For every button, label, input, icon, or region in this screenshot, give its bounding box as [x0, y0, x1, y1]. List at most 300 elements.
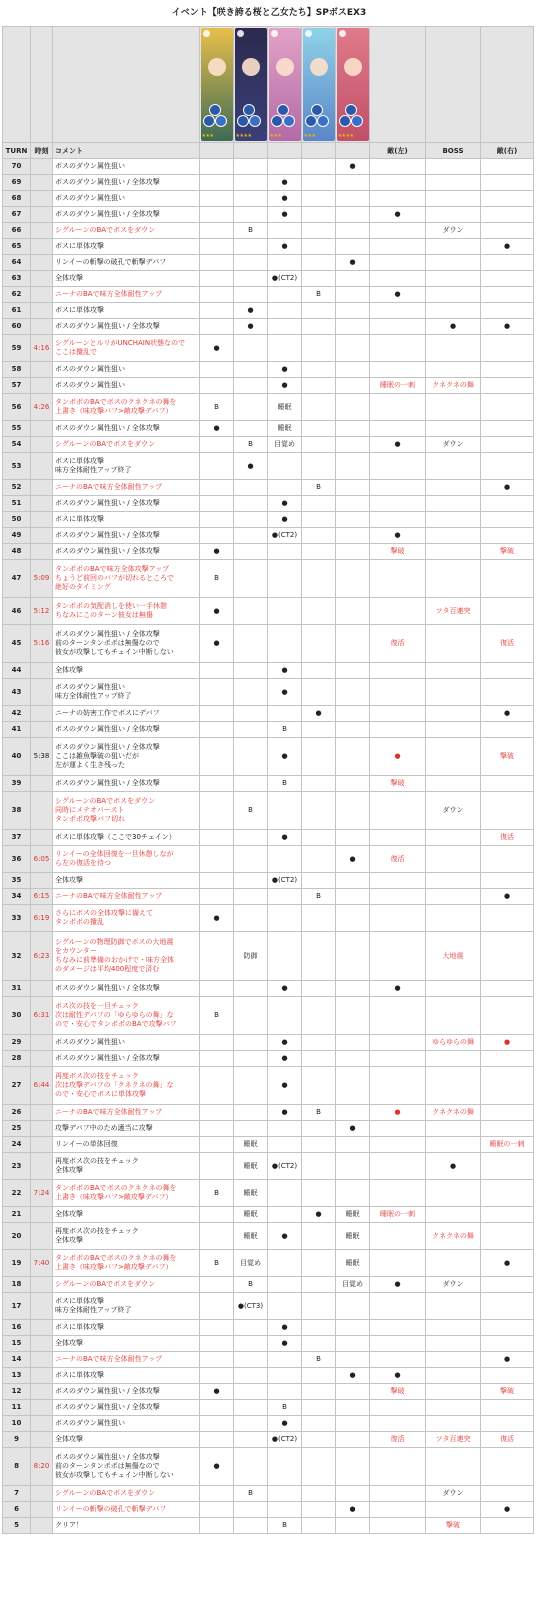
comment-cell: シグルーンの物理防御でボスの大地震 をカウンター ちなみに前準備のおかげで・味方全体 のダメージは平均400程度で済む [53, 932, 200, 981]
time-cell [31, 362, 53, 378]
boss-cell [426, 738, 481, 776]
enemy-right-cell [481, 1105, 534, 1121]
skill-icon [215, 115, 227, 127]
turn-cell: 11 [3, 1400, 31, 1416]
comment-cell: ボスのダウン属性狙い [53, 362, 200, 378]
character-action-cell [302, 1384, 336, 1400]
boss-cell [426, 1384, 481, 1400]
character-action-cell: ● [268, 1105, 302, 1121]
time-cell [31, 319, 53, 335]
table-row [3, 1035, 534, 1051]
enemy-left-cell [370, 1336, 426, 1352]
time-cell [31, 496, 53, 512]
character-action-cell [302, 1067, 336, 1105]
turn-cell: 57 [3, 378, 31, 394]
comment-cell: シグルーンのBAでボスをダウン [53, 1277, 200, 1293]
character-action-cell [234, 1035, 268, 1051]
boss-cell: ダウン [426, 1486, 481, 1502]
enemy-right-cell [481, 1448, 534, 1486]
turn-cell: 18 [3, 1277, 31, 1293]
character-header [268, 143, 302, 159]
character-action-cell [302, 335, 336, 362]
enemy-left-cell [370, 1352, 426, 1368]
table-row [3, 1051, 534, 1067]
enemy-right-cell [481, 223, 534, 239]
character-action-cell [234, 378, 268, 394]
enemy-left-cell [370, 335, 426, 362]
comment-cell: ボスに単体攻撃 [53, 303, 200, 319]
time-cell [31, 1035, 53, 1051]
enemy-right-cell [481, 722, 534, 738]
boss-header: BOSS [426, 143, 481, 159]
character-action-cell [336, 932, 370, 981]
character-action-cell: B [234, 792, 268, 830]
comment-cell: ボスのダウン属性狙い [53, 191, 200, 207]
character-action-cell [302, 1400, 336, 1416]
character-action-cell [336, 207, 370, 223]
boss-cell [426, 175, 481, 191]
character-portrait-cell [302, 27, 336, 143]
enemy-left-cell [370, 1121, 426, 1137]
turn-cell: 12 [3, 1384, 31, 1400]
character-action-cell [268, 1448, 302, 1486]
comment-cell: リンイーの斬撃の破孔で斬撃デバフ [53, 255, 200, 271]
character-action-cell [268, 223, 302, 239]
character-action-cell [200, 223, 234, 239]
turn-cell: 36 [3, 846, 31, 873]
table-row [3, 905, 534, 932]
turn-cell: 16 [3, 1320, 31, 1336]
time-cell [31, 873, 53, 889]
character-action-cell: ● [200, 598, 234, 625]
table-row [3, 932, 534, 981]
character-action-cell [234, 846, 268, 873]
character-action-cell [234, 560, 268, 598]
comment-cell: 全体攻撃 [53, 1336, 200, 1352]
character-action-cell [302, 453, 336, 480]
comment-cell: ボス次の技を一旦チェック 次は耐性デバフの「ゆらゆらの舞」な ので・安心でタンポポのBAで攻撃バフ [53, 997, 200, 1035]
character-action-cell [302, 362, 336, 378]
enemy-right-cell [481, 1368, 534, 1384]
turn-cell: 13 [3, 1368, 31, 1384]
character-action-cell [234, 722, 268, 738]
time-cell [31, 830, 53, 846]
character-action-cell [200, 873, 234, 889]
boss-cell: ダウン [426, 1277, 481, 1293]
boss-cell [426, 335, 481, 362]
battle-log-table [2, 26, 534, 1534]
character-action-cell [268, 159, 302, 175]
enemy-left-cell [370, 1035, 426, 1051]
character-action-cell [336, 792, 370, 830]
character-action-cell [234, 1432, 268, 1448]
character-action-cell [268, 846, 302, 873]
enemy-left-cell [370, 159, 426, 175]
turn-cell: 41 [3, 722, 31, 738]
character-action-cell [200, 663, 234, 679]
character-action-cell: ● [302, 706, 336, 722]
character-action-cell [234, 159, 268, 175]
turn-cell: 70 [3, 159, 31, 175]
comment-cell: 再度ボス次の技をチェック 全体攻撃 [53, 1223, 200, 1250]
header-blank [3, 27, 31, 143]
turn-cell: 39 [3, 776, 31, 792]
turn-cell: 8 [3, 1448, 31, 1486]
character-action-cell [234, 776, 268, 792]
character-action-cell [302, 544, 336, 560]
character-action-cell [234, 544, 268, 560]
enemy-left-cell: ● [370, 738, 426, 776]
comment-cell: ボスのダウン属性狙い / 全体攻撃 [53, 319, 200, 335]
character-action-cell: ● [200, 1448, 234, 1486]
turn-cell: 9 [3, 1432, 31, 1448]
character-header [302, 143, 336, 159]
table-row [3, 1352, 534, 1368]
comment-cell: 全体攻撃 [53, 271, 200, 287]
character-action-cell [336, 1051, 370, 1067]
character-action-cell [302, 528, 336, 544]
element-icon [305, 30, 312, 37]
boss-cell [426, 706, 481, 722]
character-action-cell: ●(CT2) [268, 873, 302, 889]
table-row [3, 378, 534, 394]
enemy-right-cell [481, 1067, 534, 1105]
character-action-cell [234, 1368, 268, 1384]
character-action-cell [234, 889, 268, 905]
enemy-left-cell [370, 1502, 426, 1518]
enemy-right-cell [481, 1223, 534, 1250]
table-row [3, 1400, 534, 1416]
turn-cell: 51 [3, 496, 31, 512]
turn-cell: 22 [3, 1180, 31, 1207]
enemy-left-cell [370, 873, 426, 889]
comment-cell: ボスのダウン属性狙い [53, 1416, 200, 1432]
character-action-cell [200, 1051, 234, 1067]
time-cell [31, 287, 53, 303]
enemy-left-cell [370, 679, 426, 706]
boss-cell [426, 1320, 481, 1336]
comment-cell: ボスに単体攻撃 [53, 239, 200, 255]
character-action-cell [336, 1352, 370, 1368]
character-portrait-cell [336, 27, 370, 143]
character-action-cell [302, 437, 336, 453]
table-row [3, 437, 534, 453]
comment-cell: シグルーンのBAでボスをダウン [53, 437, 200, 453]
table-row [3, 480, 534, 496]
boss-cell [426, 1137, 481, 1153]
character-action-cell [336, 496, 370, 512]
character-action-cell [302, 792, 336, 830]
character-face-icon [276, 58, 294, 76]
character-action-cell [200, 1207, 234, 1223]
table-row [3, 175, 534, 191]
enemy-left-cell: 撃破 [370, 1384, 426, 1400]
character-action-cell: B [200, 1180, 234, 1207]
table-row [3, 776, 534, 792]
character-action-cell [200, 1336, 234, 1352]
boss-cell [426, 1336, 481, 1352]
character-action-cell [234, 1105, 268, 1121]
character-action-cell: ● [268, 1067, 302, 1105]
element-icon [339, 30, 346, 37]
table-row [3, 1486, 534, 1502]
enemy-left-cell [370, 191, 426, 207]
character-action-cell [302, 625, 336, 663]
character-action-cell [200, 1352, 234, 1368]
boss-cell [426, 207, 481, 223]
boss-cell [426, 512, 481, 528]
turn-cell: 54 [3, 437, 31, 453]
enemy-right-cell [481, 175, 534, 191]
element-icon [203, 30, 210, 37]
enemy-right-cell [481, 598, 534, 625]
character-action-cell [200, 159, 234, 175]
character-action-cell [268, 625, 302, 663]
comment-cell: タンポポのBAでボスのクネクネの舞を 上書き（味攻撃バフ>敵攻撃デバフ） [53, 394, 200, 421]
character-action-cell [302, 191, 336, 207]
character-action-cell: ● [336, 159, 370, 175]
enemy-right-cell: ● [481, 889, 534, 905]
table-row [3, 223, 534, 239]
character-action-cell [234, 512, 268, 528]
turn-cell: 27 [3, 1067, 31, 1105]
enemy-left-header: 敵(左) [370, 143, 426, 159]
character-action-cell [200, 1035, 234, 1051]
enemy-left-cell [370, 663, 426, 679]
comment-cell: ボスのダウン属性狙い [53, 378, 200, 394]
character-action-cell [234, 981, 268, 997]
character-action-cell: 目覚め [234, 1250, 268, 1277]
character-action-cell [302, 997, 336, 1035]
character-action-cell [336, 1180, 370, 1207]
table-row [3, 846, 534, 873]
table-row [3, 159, 534, 175]
table-row [3, 271, 534, 287]
enemy-right-cell [481, 1180, 534, 1207]
character-action-cell [302, 1180, 336, 1207]
enemy-left-cell [370, 1320, 426, 1336]
character-action-cell [302, 1368, 336, 1384]
character-action-cell [336, 706, 370, 722]
character-action-cell [336, 335, 370, 362]
skill-icon [283, 115, 295, 127]
character-action-cell: ●(CT2) [268, 1153, 302, 1180]
enemy-right-cell: ● [481, 239, 534, 255]
character-action-cell [336, 1448, 370, 1486]
turn-cell: 21 [3, 1207, 31, 1223]
time-cell [31, 1432, 53, 1448]
enemy-left-cell [370, 1067, 426, 1105]
character-action-cell [268, 1180, 302, 1207]
turn-cell: 37 [3, 830, 31, 846]
character-action-cell: B [268, 776, 302, 792]
boss-cell [426, 1121, 481, 1137]
time-cell [31, 159, 53, 175]
character-action-cell [336, 997, 370, 1035]
boss-cell: クネクネの舞 [426, 1223, 481, 1250]
character-action-cell: ● [268, 378, 302, 394]
enemy-right-cell [481, 679, 534, 706]
boss-cell [426, 560, 481, 598]
character-action-cell: B [234, 437, 268, 453]
table-row [3, 1207, 534, 1223]
enemy-right-cell: ● [481, 1035, 534, 1051]
enemy-left-cell: 復活 [370, 625, 426, 663]
character-action-cell [302, 722, 336, 738]
character-action-cell: ● [302, 1207, 336, 1223]
character-action-cell [302, 873, 336, 889]
time-cell [31, 378, 53, 394]
table-row [3, 1336, 534, 1352]
table-row [3, 255, 534, 271]
character-action-cell [234, 480, 268, 496]
comment-cell: シグルーンとルリがUNCHAIN状態なので ここは攪乱で [53, 335, 200, 362]
enemy-right-cell [481, 421, 534, 437]
time-cell [31, 421, 53, 437]
character-action-cell [302, 1293, 336, 1320]
header-blank [370, 27, 426, 143]
character-action-cell [234, 1502, 268, 1518]
character-action-cell [302, 560, 336, 598]
time-cell [31, 1518, 53, 1534]
character-portrait-cell [268, 27, 302, 143]
enemy-right-cell: ● [481, 319, 534, 335]
time-cell [31, 1137, 53, 1153]
character-action-cell [302, 271, 336, 287]
table-row [3, 1067, 534, 1105]
enemy-left-cell [370, 997, 426, 1035]
character-action-cell [302, 239, 336, 255]
character-action-cell: 睡眠 [234, 1137, 268, 1153]
character-action-cell [268, 932, 302, 981]
boss-cell: ダウン [426, 223, 481, 239]
table-row [3, 303, 534, 319]
rarity-stars: ★★★ [201, 133, 214, 139]
character-action-cell [234, 738, 268, 776]
character-action-cell [200, 239, 234, 255]
comment-cell: ボスのダウン属性狙い 味方全体耐性アップ終了 [53, 679, 200, 706]
character-action-cell: ● [268, 1336, 302, 1352]
character-action-cell: ● [268, 191, 302, 207]
character-action-cell: B [302, 889, 336, 905]
turn-cell: 23 [3, 1153, 31, 1180]
character-action-cell [234, 271, 268, 287]
enemy-right-cell: 撃破 [481, 544, 534, 560]
turn-cell: 55 [3, 421, 31, 437]
character-action-cell [200, 1502, 234, 1518]
time-cell [31, 1121, 53, 1137]
character-action-cell [200, 1400, 234, 1416]
rarity-stars: ★★★★ [235, 133, 252, 139]
character-action-cell: ● [268, 362, 302, 378]
character-action-cell [336, 1400, 370, 1416]
character-action-cell [234, 1518, 268, 1534]
enemy-right-cell [481, 207, 534, 223]
character-action-cell [268, 1277, 302, 1293]
comment-cell: ボスのダウン属性狙い / 全体攻撃 [53, 1384, 200, 1400]
enemy-right-cell [481, 1518, 534, 1534]
character-action-cell [200, 738, 234, 776]
table-row [3, 1320, 534, 1336]
enemy-left-cell [370, 394, 426, 421]
enemy-right-cell [481, 255, 534, 271]
enemy-left-cell: 撃破 [370, 544, 426, 560]
character-action-cell [200, 1105, 234, 1121]
character-action-cell [234, 1067, 268, 1105]
table-row [3, 362, 534, 378]
enemy-left-cell [370, 1137, 426, 1153]
character-action-cell: B [200, 1250, 234, 1277]
character-action-cell [336, 905, 370, 932]
character-action-cell [336, 239, 370, 255]
boss-cell [426, 1207, 481, 1223]
time-cell [31, 271, 53, 287]
turn-cell: 31 [3, 981, 31, 997]
character-action-cell: 睡眠 [234, 1207, 268, 1223]
character-action-cell [200, 1153, 234, 1180]
table-row [3, 1384, 534, 1400]
enemy-right-cell: 撃破 [481, 1384, 534, 1400]
character-action-cell: ●(CT2) [268, 1432, 302, 1448]
table-row [3, 873, 534, 889]
character-action-cell [336, 480, 370, 496]
character-action-cell [302, 663, 336, 679]
enemy-right-cell [481, 1336, 534, 1352]
enemy-left-cell: 復活 [370, 1432, 426, 1448]
comment-cell: ボスのダウン属性狙い / 全体攻撃 [53, 496, 200, 512]
turn-cell: 20 [3, 1223, 31, 1250]
enemy-right-cell [481, 1320, 534, 1336]
enemy-left-cell: 復活 [370, 846, 426, 873]
time-cell [31, 255, 53, 271]
time-cell [31, 663, 53, 679]
character-action-cell [302, 512, 336, 528]
character-action-cell [234, 663, 268, 679]
character-action-cell: ● [336, 1121, 370, 1137]
character-action-cell [336, 453, 370, 480]
table-row [3, 625, 534, 663]
character-action-cell [200, 437, 234, 453]
character-action-cell [268, 453, 302, 480]
turn-cell: 69 [3, 175, 31, 191]
time-cell [31, 453, 53, 480]
character-action-cell: 睡眠 [336, 1207, 370, 1223]
table-row [3, 1518, 534, 1534]
character-action-cell [302, 1051, 336, 1067]
boss-cell [426, 1051, 481, 1067]
character-action-cell [200, 319, 234, 335]
character-action-cell [336, 528, 370, 544]
enemy-right-cell [481, 287, 534, 303]
character-action-cell [336, 1384, 370, 1400]
skill-icon [305, 115, 317, 127]
character-action-cell: ● [200, 905, 234, 932]
turn-cell: 38 [3, 792, 31, 830]
character-action-cell [302, 776, 336, 792]
enemy-left-cell: ● [370, 1105, 426, 1121]
character-action-cell [336, 1336, 370, 1352]
character-action-cell: B [234, 223, 268, 239]
character-action-cell [302, 1277, 336, 1293]
character-action-cell [200, 255, 234, 271]
character-action-cell [268, 1384, 302, 1400]
enemy-right-cell [481, 159, 534, 175]
table-row [3, 1180, 534, 1207]
enemy-right-cell [481, 1486, 534, 1502]
character-action-cell [200, 1320, 234, 1336]
character-portrait-cell [234, 27, 268, 143]
character-action-cell [268, 560, 302, 598]
